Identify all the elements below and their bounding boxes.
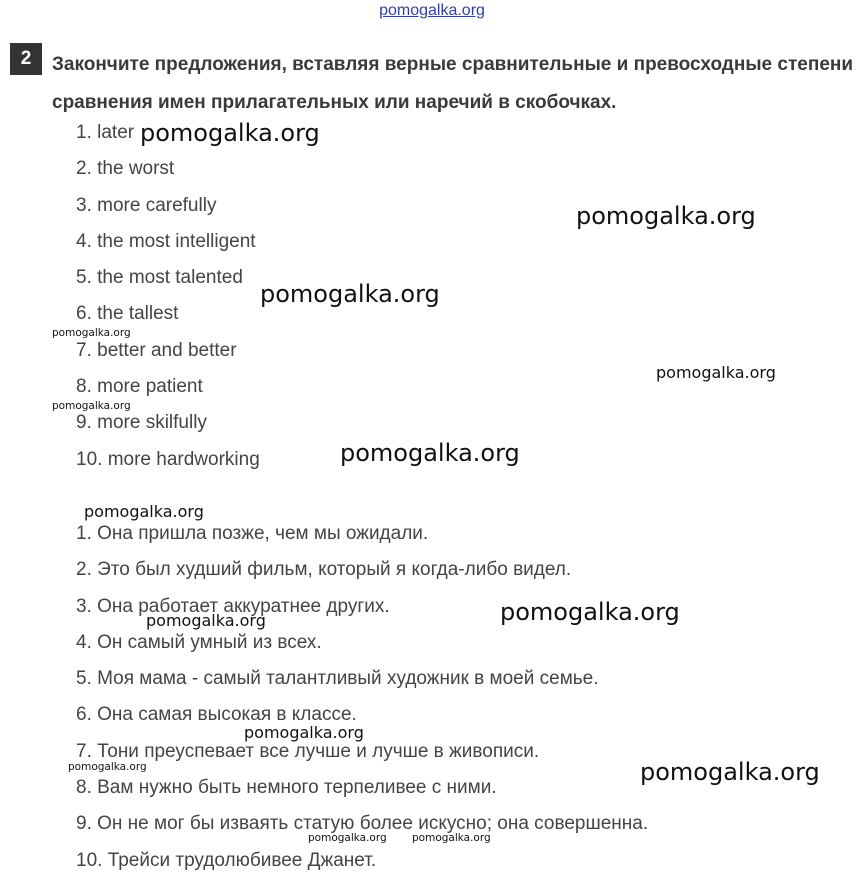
answer-ru-1: 1. Она пришла позже, чем мы ожидали. [76,523,429,544]
answer-en-7: 7. better and better [76,339,237,361]
answer-ru-2: 2. Это был худший фильм, который я когда-либо видел. [76,559,572,581]
watermark: pomogalka.org [146,611,266,630]
watermark: pomogalka.org [260,280,440,308]
watermark: pomogalka.org [84,502,204,521]
answer-ru-7: 7. Тони преуспевает все лучше и лучше в живописи. [76,740,540,762]
answer-ru-10: 10. Трейси трудолюбивее Джанет. [76,849,377,871]
watermark: pomogalka.org [656,363,776,382]
answer-en-6: 6. the tallest [76,303,179,325]
answer-en-8: 8. more patient [76,376,203,398]
answers-english-list [76,115,260,478]
answer-en-5: 5. the most talented [76,267,243,289]
answer-en-9: 9. more skilfully [76,412,207,434]
watermark: pomogalka.org [340,439,520,467]
answer-ru-3: 3. Она работает аккуратнее других. [76,595,390,617]
watermark: pomogalka.org [52,400,131,412]
watermark: pomogalka.org [244,723,364,742]
watermark: pomogalka.org [308,832,387,844]
answer-en-1: 1. later [76,122,135,143]
answer-en-10: 10. more hardworking [76,448,260,470]
answer-ru-5: 5. Моя мама - самый талантливый художник в моей семье. [76,668,599,690]
answer-ru-6: 6. Она самая высокая в классе. [76,704,357,726]
watermark: pomogalka.org [68,761,147,773]
watermark: pomogalka.org [640,758,820,786]
site-link[interactable]: pomogalka.org [379,2,485,19]
watermark: pomogalka.org [412,832,491,844]
answer-ru-4: 4. Он самый умный из всех. [76,631,322,653]
task-instruction: Закончите предложения, вставляя верные сравнительные и превосходные степени сравнения имен прилагательных или наречий в скобочках. [52,54,854,113]
answer-ru-9: 9. Он не мог бы изваять статую более искусно; она совершенна. [76,813,649,835]
answer-en-4: 4. the most intelligent [76,230,256,252]
watermark: pomogalka.org [500,598,680,626]
watermark: pomogalka.org [52,327,131,339]
answer-en-3: 3. more carefully [76,194,217,216]
watermark: pomogalka.org [576,202,756,230]
task-number-badge: 2 [10,43,42,75]
watermark: pomogalka.org [140,119,320,147]
answers-russian-list [76,516,648,879]
answer-en-2: 2. the worst [76,158,175,180]
answer-ru-8: 8. Вам нужно быть немного терпеливее с ними. [76,777,497,799]
